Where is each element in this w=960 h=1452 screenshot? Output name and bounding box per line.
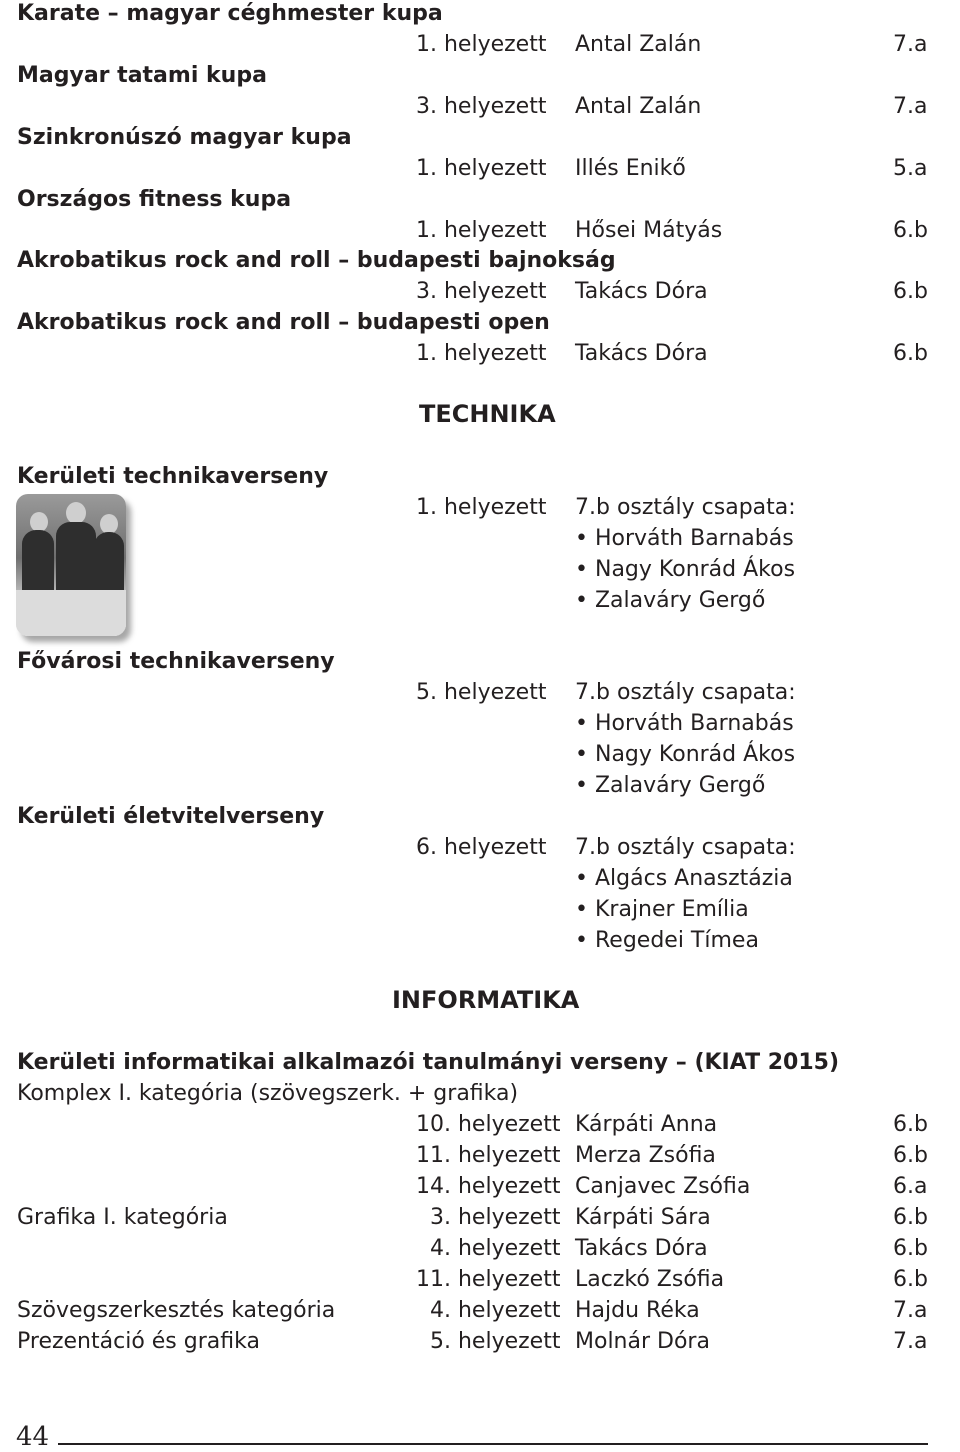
- footer-rule: [58, 1443, 928, 1445]
- team-member: • Horváth Barnabás: [575, 526, 794, 551]
- student-class: 7.a: [893, 1298, 928, 1323]
- placement: 5. helyezett: [416, 680, 547, 705]
- student-class: 5.a: [893, 156, 928, 181]
- team-label: 7.b osztály csapata:: [575, 835, 796, 860]
- placement: 1. helyezett: [416, 218, 547, 243]
- student-class: 6.a: [893, 1174, 928, 1199]
- team-member: • Zalaváry Gergő: [575, 588, 766, 613]
- student-class: 6.b: [893, 1205, 928, 1230]
- student-name: Kárpáti Anna: [575, 1112, 718, 1137]
- competition-title: Fővárosi technikaverseny: [17, 649, 335, 674]
- competition-title: Akrobatikus rock and roll – budapesti open: [17, 310, 550, 335]
- student-name: Antal Zalán: [575, 94, 702, 119]
- placement: 1. helyezett: [416, 495, 547, 520]
- category-subtitle: Komplex I. kategória (szövegszerk. + grafika): [17, 1081, 519, 1106]
- student-class: 7.a: [893, 32, 928, 57]
- placement: 11. helyezett: [416, 1267, 561, 1292]
- page-number: 44: [16, 1422, 50, 1452]
- student-name: Merza Zsófia: [575, 1143, 716, 1168]
- team-label: 7.b osztály csapata:: [575, 680, 796, 705]
- student-name: Takács Dóra: [575, 279, 708, 304]
- team-member: • Nagy Konrád Ákos: [575, 742, 796, 767]
- competition-title: Kerületi informatikai alkalmazói tanulmányi verseny – (KIAT 2015): [17, 1050, 840, 1075]
- competition-title: Akrobatikus rock and roll – budapesti bajnokság: [17, 248, 616, 273]
- placement: 4. helyezett: [430, 1236, 561, 1261]
- student-name: Takács Dóra: [575, 1236, 708, 1261]
- placement: 4. helyezett: [430, 1298, 561, 1323]
- placement: 6. helyezett: [416, 835, 547, 860]
- student-class: 6.b: [893, 1143, 928, 1168]
- placement: 1. helyezett: [416, 341, 547, 366]
- student-class: 6.b: [893, 218, 928, 243]
- placement: 10. helyezett: [416, 1112, 561, 1137]
- placement: 3. helyezett: [416, 94, 547, 119]
- student-class: 7.a: [893, 1329, 928, 1354]
- student-name: Canjavec Zsófia: [575, 1174, 751, 1199]
- student-class: 7.a: [893, 94, 928, 119]
- student-class: 6.b: [893, 1267, 928, 1292]
- team-member: • Zalaváry Gergő: [575, 773, 766, 798]
- section-heading-informatika: INFORMATIKA: [392, 986, 580, 1014]
- placement: 5. helyezett: [430, 1329, 561, 1354]
- student-name: Molnár Dóra: [575, 1329, 710, 1354]
- competition-title: Szinkronúszó magyar kupa: [17, 125, 352, 150]
- placement: 1. helyezett: [416, 32, 547, 57]
- student-name: Hősei Mátyás: [575, 218, 723, 243]
- student-class: 6.b: [893, 1112, 928, 1137]
- placement: 3. helyezett: [416, 279, 547, 304]
- team-member: • Krajner Emília: [575, 897, 749, 922]
- team-member: • Regedei Tímea: [575, 928, 759, 953]
- category-label: Szövegszerkesztés kategória: [17, 1298, 336, 1323]
- student-name: Kárpáti Sára: [575, 1205, 711, 1230]
- placement: 3. helyezett: [430, 1205, 561, 1230]
- team-label: 7.b osztály csapata:: [575, 495, 796, 520]
- competition-title: Kerületi életvitelverseny: [17, 804, 325, 829]
- placement: 14. helyezett: [416, 1174, 561, 1199]
- student-class: 6.b: [893, 279, 928, 304]
- competition-title: Magyar tatami kupa: [17, 63, 267, 88]
- student-name: Illés Enikő: [575, 156, 686, 181]
- category-label: Prezentáció és grafika: [17, 1329, 260, 1354]
- team-member: • Nagy Konrád Ákos: [575, 557, 796, 582]
- section-heading-technika: TECHNIKA: [419, 400, 556, 428]
- placement: 11. helyezett: [416, 1143, 561, 1168]
- student-name: Hajdu Réka: [575, 1298, 700, 1323]
- student-name: Antal Zalán: [575, 32, 702, 57]
- student-name: Takács Dóra: [575, 341, 708, 366]
- team-photo: [16, 494, 126, 636]
- placement: 1. helyezett: [416, 156, 547, 181]
- competition-title: Országos fitness kupa: [17, 187, 292, 212]
- competition-title: Karate – magyar céghmester kupa: [17, 1, 443, 26]
- team-member: • Algács Anasztázia: [575, 866, 793, 891]
- student-name: Laczkó Zsófia: [575, 1267, 725, 1292]
- competition-title: Kerületi technikaverseny: [17, 464, 329, 489]
- category-label: Grafika I. kategória: [17, 1205, 228, 1230]
- student-class: 6.b: [893, 1236, 928, 1261]
- team-member: • Horváth Barnabás: [575, 711, 794, 736]
- student-class: 6.b: [893, 341, 928, 366]
